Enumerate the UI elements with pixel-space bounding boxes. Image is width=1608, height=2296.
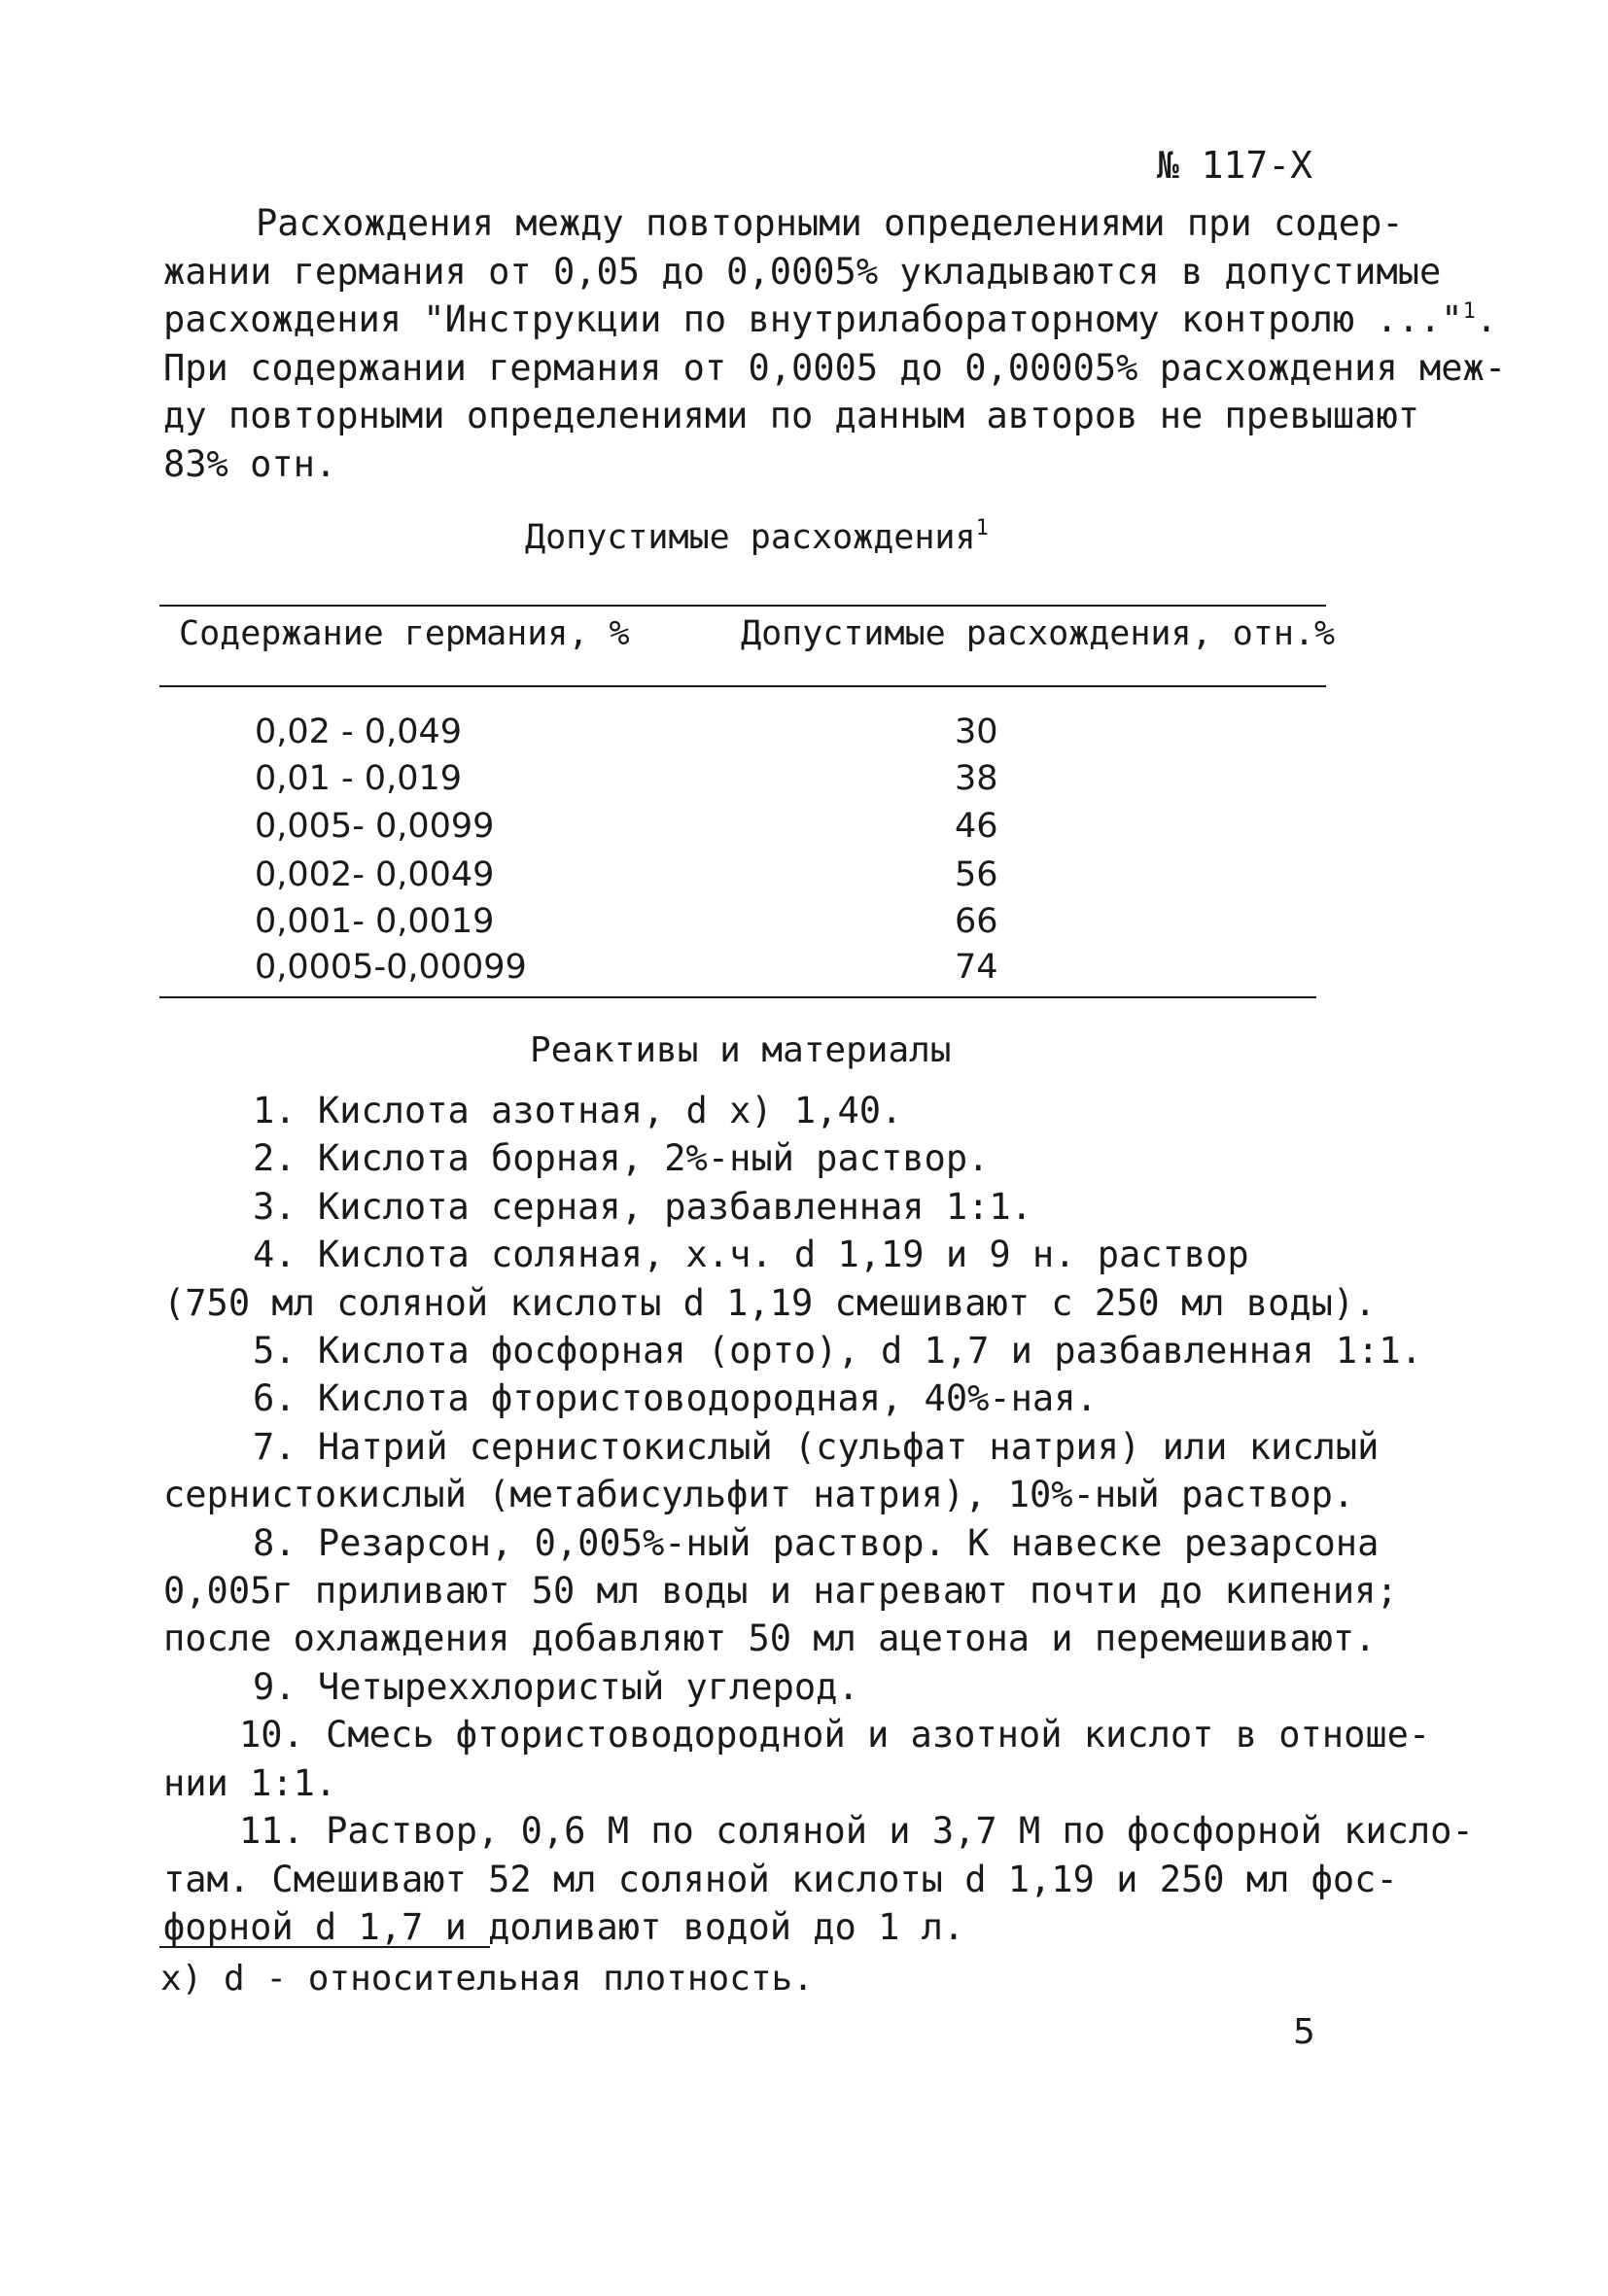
table-cell-value: 56	[955, 855, 998, 894]
reagent-line: 0,005г приливают 50 мл воды и нагревают почти до кипения;	[163, 1570, 1398, 1613]
reagent-line: после охлаждения добавляют 50 мл ацетона и перемешивают.	[163, 1618, 1377, 1660]
reagents-list	[163, 1087, 1474, 1951]
intro-line: расхождения "Инструкции по внутрилабораторному контролю ..."$^1$.	[163, 298, 1498, 340]
reagent-line: (750 мл соляной кислоты d 1,19 смешивают с 250 мл воды).	[163, 1281, 1377, 1324]
intro-line: ду повторными определениями по данным авторов не превышают	[163, 395, 1420, 436]
footnote-rule	[159, 1946, 490, 1948]
table-header-deviation: Допустимые расхождения, отн.%	[741, 614, 1336, 653]
reagent-line: 8. Резарсон, 0,005%-ный раствор. К навеске резарсона	[253, 1521, 1380, 1564]
reagent-line: 4. Кислота соляная, х.ч. d 1,19 и 9 н. раствор	[253, 1234, 1249, 1276]
reagents-title: Реактивы и материалы	[530, 1030, 952, 1070]
table-title-text: Допустимые расхождения	[525, 518, 976, 557]
table-title-mark: 1	[975, 516, 989, 540]
table-cell-range: 0,02 - 0,049	[255, 713, 463, 751]
footnote-mark: 1	[1462, 299, 1476, 324]
document-number: № 117-Х	[1156, 144, 1312, 187]
table-cell-range: 0,01 - 0,019	[255, 759, 463, 798]
table-cell-value: 66	[955, 902, 998, 941]
table-top-rule	[159, 605, 1326, 607]
table-bottom-rule	[159, 996, 1316, 998]
reagent-line: 11. Раствор, 0,6 М по соляной и 3,7 М по фосфорной кисло-	[239, 1810, 1474, 1853]
table-cell-range: 0,005- 0,0099	[255, 807, 495, 846]
intro-line: При содержании германия от 0,0005 до 0,00005% расхождения меж-	[163, 346, 1507, 389]
reagent-line: 1. Кислота азотная, d x) 1,40.	[253, 1090, 903, 1131]
table-cell-range: 0,002- 0,0049	[255, 855, 495, 894]
table-cell-range: 0,0005-0,00099	[255, 948, 527, 987]
table-header-rule	[159, 685, 1326, 687]
intro-line: Расхождения между повторными определениями при содер-	[256, 202, 1404, 244]
table-cell-value: 30	[955, 713, 998, 751]
reagent-line: 6. Кислота фтористоводородная, 40%-ная.	[253, 1377, 1098, 1420]
table-cell-range: 0,001- 0,0019	[255, 902, 495, 941]
reagent-line: там. Смешивают 52 мл соляной кислоты d 1,19 и 250 мл фос-	[163, 1858, 1398, 1900]
table-title	[525, 518, 989, 557]
reagent-line: 7. Натрий сернистокислый (сульфат натрия) или кислый	[253, 1425, 1380, 1468]
intro-line: 83% отн.	[163, 442, 337, 485]
reagent-line: нии 1:1.	[163, 1761, 337, 1804]
table-cell-value: 46	[955, 807, 998, 846]
reagent-line: сернистокислый (метабисульфит натрия), 10%-ный раствор.	[163, 1474, 1355, 1516]
intro-line-text: расхождения "Инструкции по внутрилабораторному контролю ..."	[163, 298, 1463, 340]
footnote: х) d - относительная плотность.	[160, 1959, 814, 1999]
reagent-line: 9. Четыреххлористый углерод.	[253, 1665, 859, 1708]
reagent-line: 5. Кислота фосфорная (орто), d 1,7 и разбавленная 1:1.	[253, 1330, 1422, 1373]
table-header-content: Содержание германия, %	[179, 614, 630, 653]
reagent-line: 3. Кислота серная, разбавленная 1:1.	[253, 1185, 1032, 1228]
reagent-line: 2. Кислота борная, 2%-ный раствор.	[253, 1137, 990, 1180]
table-cell-value: 38	[955, 759, 998, 798]
reagent-line: 10. Смесь фтористоводородной и азотной кислот в отноше-	[239, 1714, 1431, 1757]
intro-paragraph	[163, 199, 1507, 488]
intro-line: жании германия от 0,05 до 0,0005% укладываются в допустимые	[163, 250, 1442, 293]
reagent-line: форной d 1,7 и доливают водой до 1 л.	[163, 1905, 965, 1948]
page-number: 5	[1293, 2012, 1315, 2052]
table-cell-value: 74	[955, 948, 998, 987]
